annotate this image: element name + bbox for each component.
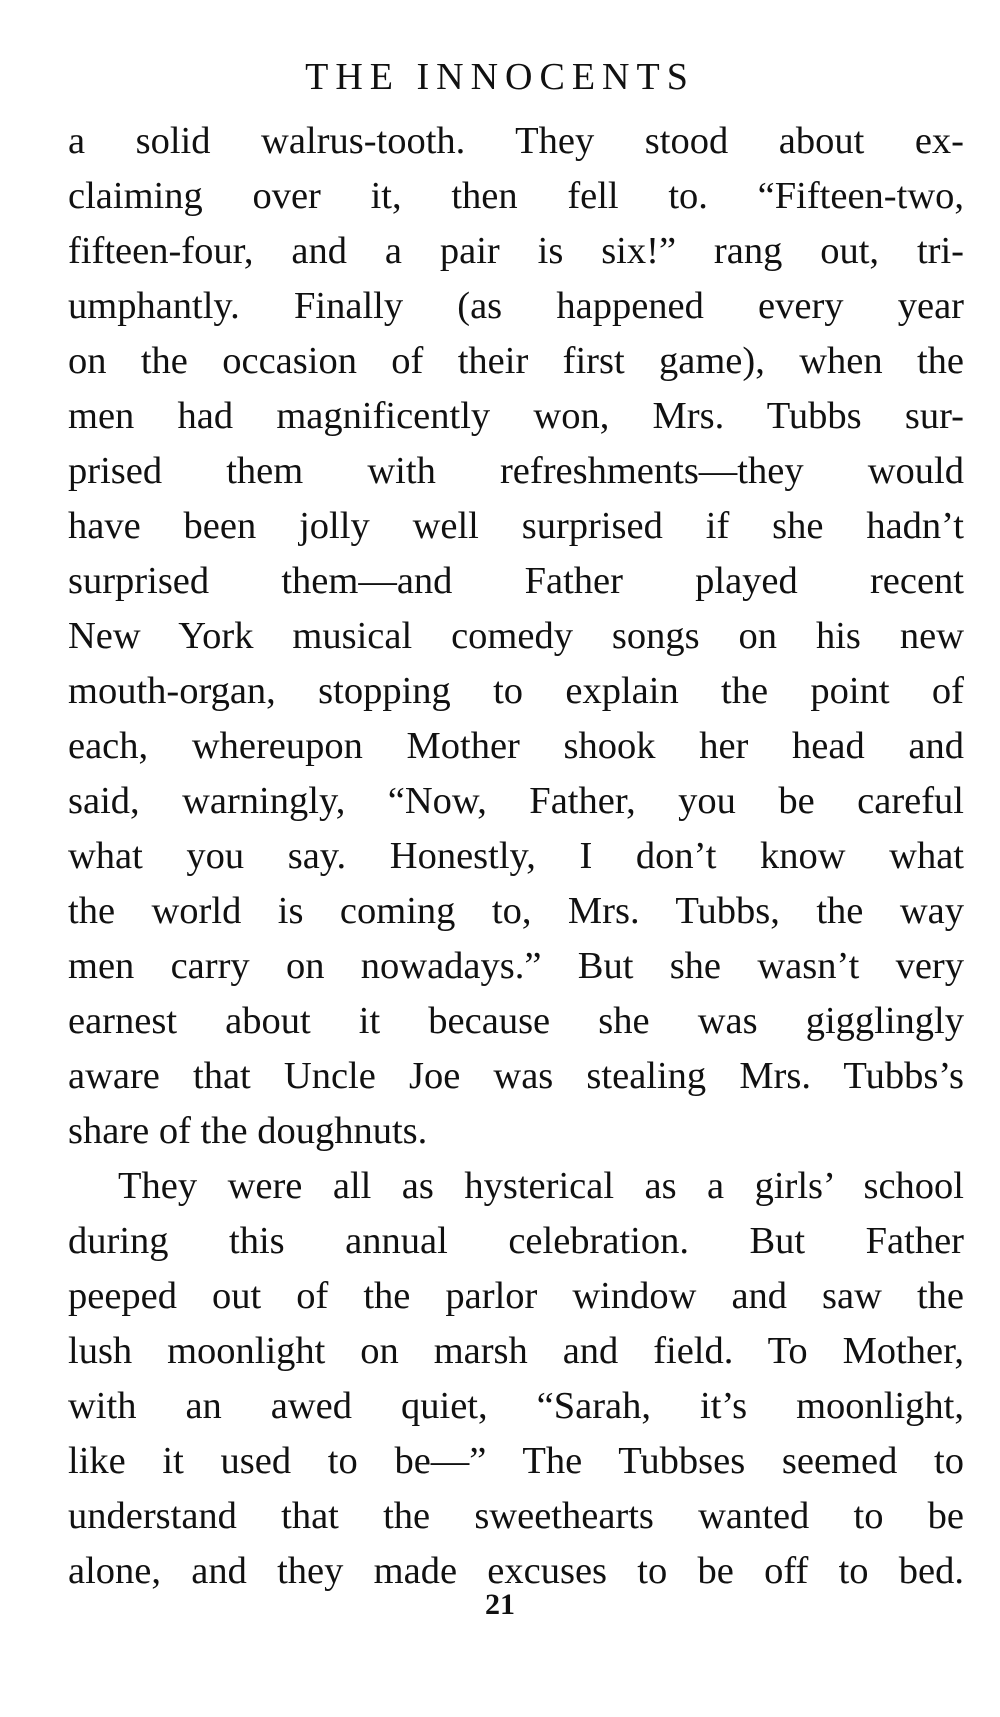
body-text: [68, 114, 964, 1599]
text-line: share of the doughnuts.: [68, 1110, 428, 1152]
text-line: men carry on nowadays.” But she wasn’t very: [68, 945, 964, 987]
text-line: fifteen-four, and a pair is six!” rang out, tri-: [68, 230, 964, 272]
text-line: lush moonlight on marsh and field. To Mother,: [68, 1330, 964, 1372]
text-line: prised them with refreshments—they would: [68, 450, 964, 492]
text-line: claiming over it, then fell to. “Fifteen-two,: [68, 175, 964, 217]
text-line: peeped out of the parlor window and saw the: [68, 1275, 964, 1317]
text-line: New York musical comedy songs on his new: [68, 615, 964, 657]
text-line: have been jolly well surprised if she hadn’t: [68, 505, 964, 547]
text-line: mouth-organ, stopping to explain the point of: [68, 670, 964, 712]
text-line: men had magnificently won, Mrs. Tubbs sur-: [68, 395, 964, 437]
text-line: like it used to be—” The Tubbses seemed to: [68, 1440, 964, 1482]
text-line: a solid walrus-tooth. They stood about ex-: [68, 120, 964, 162]
text-line: earnest about it because she was gigglingly: [68, 1000, 964, 1042]
text-line: what you say. Honestly, I don’t know what: [68, 835, 964, 877]
text-line: during this annual celebration. But Father: [68, 1220, 964, 1262]
text-line: said, warningly, “Now, Father, you be careful: [68, 780, 964, 822]
text-line: understand that the sweethearts wanted to be: [68, 1495, 964, 1537]
running-head: THE INNOCENTS: [305, 56, 695, 98]
text-line: surprised them—and Father played recent: [68, 560, 964, 602]
text-line: aware that Uncle Joe was stealing Mrs. Tubbs’s: [68, 1055, 964, 1097]
text-line: alone, and they made excuses to be off to bed.: [68, 1550, 964, 1592]
text-line: with an awed quiet, “Sarah, it’s moonlight,: [68, 1385, 964, 1427]
page-number: 21: [485, 1588, 515, 1621]
text-line: each, whereupon Mother shook her head and: [68, 725, 964, 767]
text-line: They were all as hysterical as a girls’ school: [118, 1165, 964, 1207]
text-line: on the occasion of their first game), when the: [68, 340, 964, 382]
paragraph-1: [68, 114, 964, 1159]
text-line: umphantly. Finally (as happened every year: [68, 285, 964, 327]
text-line: the world is coming to, Mrs. Tubbs, the way: [68, 890, 964, 932]
paragraph-2: [68, 1159, 964, 1599]
